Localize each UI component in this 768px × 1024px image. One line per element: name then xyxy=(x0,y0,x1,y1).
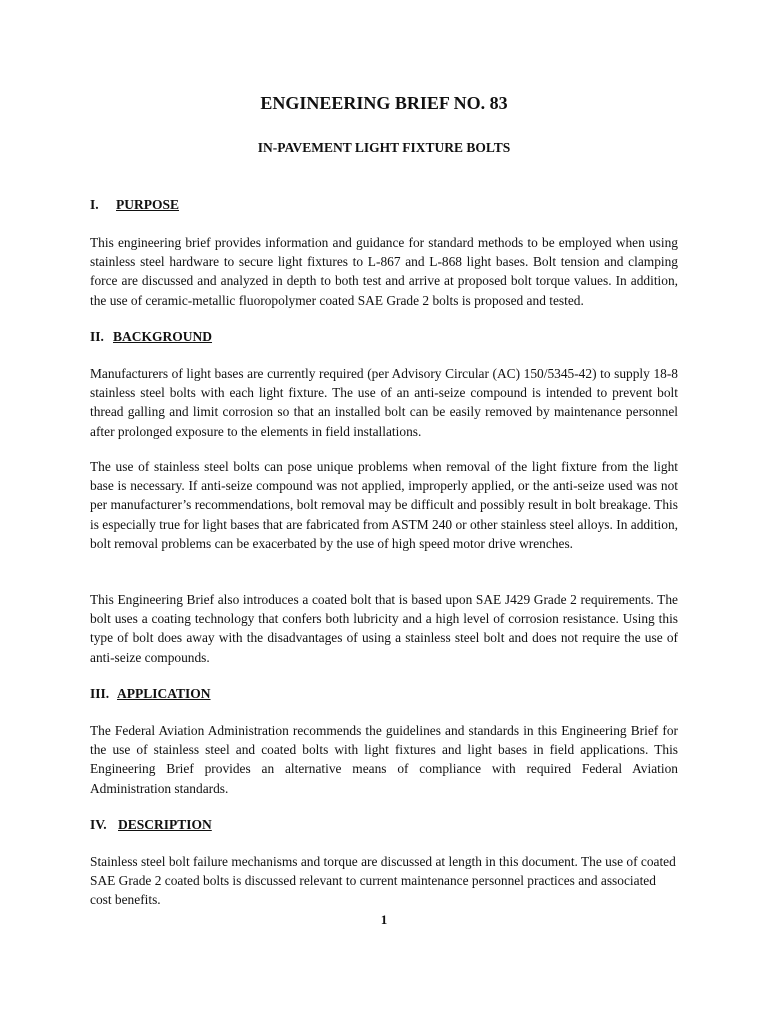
background-paragraph: The use of stainless steel bolts can pose unique problems when removal of the light fixture from the light base is necessary. If anti-seize compound was not applied, improperly applied, or the anti-seize used was not per manufacturer’s recommendations, bolt removal may be difficult and possibly result in bolt breakage. This is especially true for light bases that are fabricated from ASTM 240 or other stainless steel alloys. In addition, bolt removal problems can be exacerbated by the use of high speed motor drive wrenches. xyxy=(90,459,678,551)
background-paragraph: Manufacturers of light bases are currently required (per Advisory Circular (AC) 150/5345-42) to supply 18-8 stainless steel bolts with each light fixture. The use of an anti-seize compound is intended to prevent bolt thread galling and limit corrosion so that an installed bolt can be easily removed by maintenance personnel after prolonged exposure to the elements in field installations. xyxy=(90,366,678,439)
section-heading-description xyxy=(90,816,212,834)
section-number: II. xyxy=(90,329,104,344)
section-label: PURPOSE xyxy=(116,197,180,212)
document-title: ENGINEERING BRIEF NO. 83 xyxy=(260,93,508,113)
section-number: IV. xyxy=(90,817,107,832)
purpose-paragraph: This engineering brief provides information and guidance for standard methods to be employed when using stainless steel hardware to secure light fixtures to L-867 and L-868 light bases. Bolt tension and clamping force are discussed and analyzed in depth to both test and arrive at proposed bolt torque values. In addition, the use of ceramic-metallic fluoropolymer coated SAE Grade 2 bolts is proposed and tested. xyxy=(90,235,678,308)
application-paragraph: The Federal Aviation Administration recommends the guidelines and standards in this Engineering Brief for the use of stainless steel and coated bolts with light fixtures and light bases in field applications. This Engineering Brief provides an alternative means of compliance with required Federal Aviation Administration standards. xyxy=(90,723,678,796)
section-number: I. xyxy=(90,197,99,212)
section-heading-application xyxy=(90,685,211,703)
section-label: APPLICATION xyxy=(117,686,211,701)
section-heading-purpose xyxy=(90,196,179,214)
page-number: 1 xyxy=(380,912,388,927)
section-heading-background xyxy=(90,328,212,346)
background-paragraph: This Engineering Brief also introduces a coated bolt that is based upon SAE J429 Grade 2 requirements. The bolt uses a coating technology that confers both lubricity and a high level of corrosion resistance. Using this type of bolt does away with the disadvantages of using a stainless steel bolt and does not require the use of anti-seize compounds. xyxy=(90,592,678,665)
section-number: III. xyxy=(90,686,110,701)
document-subtitle: IN-PAVEMENT LIGHT FIXTURE BOLTS xyxy=(257,140,511,155)
section-label: BACKGROUND xyxy=(113,329,213,344)
section-label: DESCRIPTION xyxy=(118,817,212,832)
description-paragraph: Stainless steel bolt failure mechanisms and torque are discussed at length in this document. The use of coated SAE Grade 2 coated bolts is discussed relevant to current maintenance personnel practices and associated cost benefits. xyxy=(90,854,676,908)
